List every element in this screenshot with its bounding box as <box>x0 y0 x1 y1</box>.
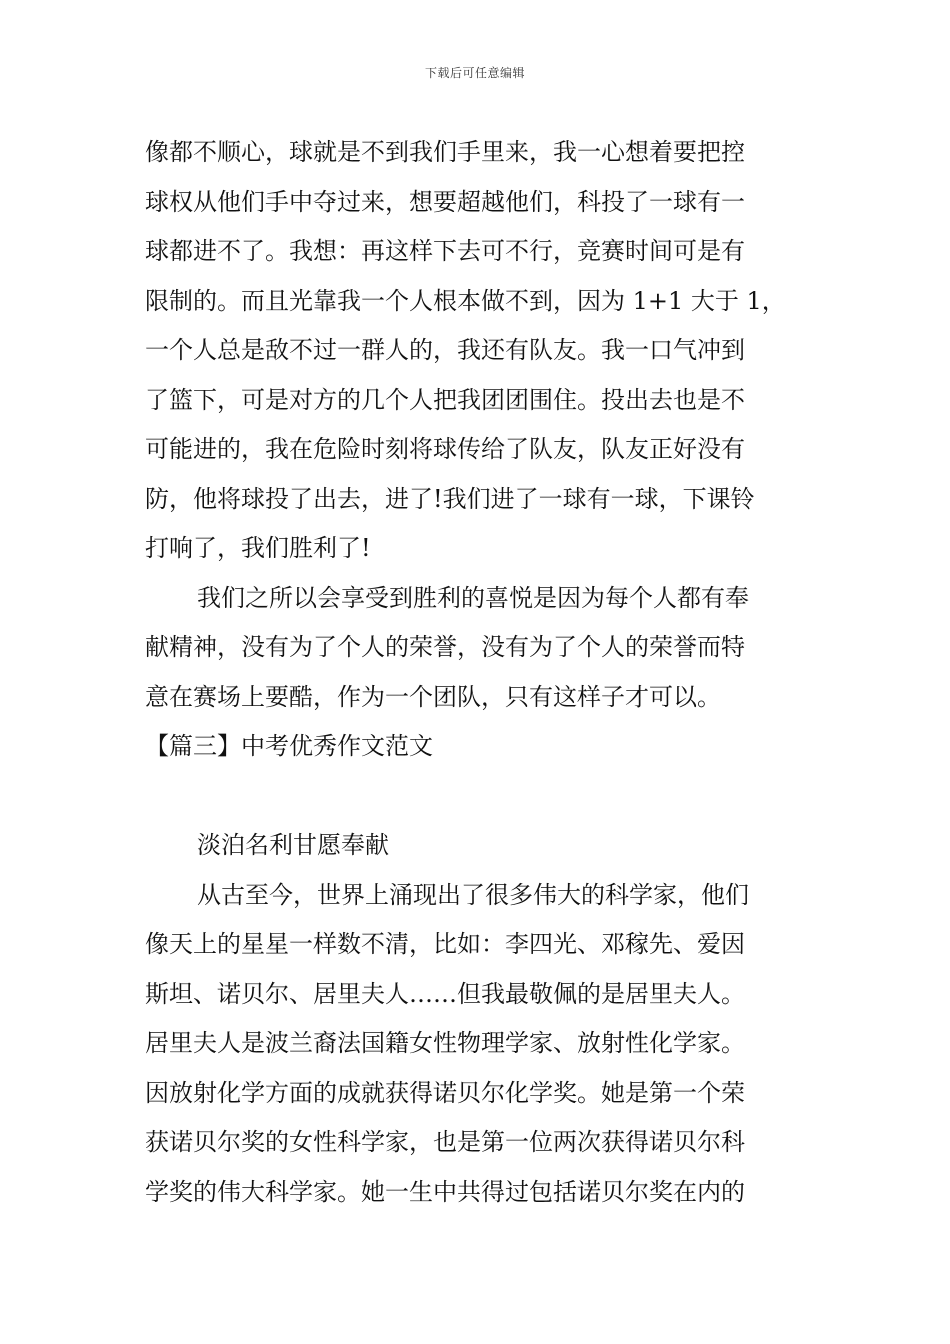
paragraph-basketball-story <box>145 128 807 574</box>
blank-line <box>145 772 807 822</box>
essay <box>145 821 807 1217</box>
text-line: 打响了，我们胜利了! <box>145 534 371 562</box>
text-line: 球都进不了。我想：再这样下去可不行，竞赛时间可是有 <box>145 237 745 265</box>
text-line: 防，他将球投了出去，进了!我们进了一球有一球，下课铃 <box>145 484 755 513</box>
text-line: 像天上的星星一样数不清，比如：李四光、邓稼先、爱因 <box>145 930 745 958</box>
text-line: 像都不顺心，球就是不到我们手里来，我一心想着要把控 <box>145 138 745 166</box>
text-line: 球权从他们手中夺过来，想要超越他们，科投了一球有一 <box>145 187 745 216</box>
essay-title: 淡泊名利甘愿奉献 <box>197 831 389 859</box>
text-line: 斯坦、诺贝尔、居里夫人……但我最敬佩的是居里夫人。 <box>145 979 745 1008</box>
page-header: 下载后可任意编辑 <box>424 66 525 80</box>
section-title: 【篇三】中考优秀作文范文 <box>145 732 433 760</box>
document-body <box>145 128 807 1217</box>
text-line: 一个人总是敌不过一群人的，我还有队友。我一口气冲到 <box>145 336 745 364</box>
text-line: 从古至今，世界上涌现出了很多伟大的科学家，他们 <box>197 880 749 909</box>
text-line: 我们之所以会享受到胜利的喜悦是因为每个人都有奉 <box>197 583 749 612</box>
text-line: 了篮下，可是对方的几个人把我团团围住。投出去也是不 <box>145 385 745 414</box>
paragraph-conclusion <box>145 574 807 723</box>
text-line: 意在赛场上要酷，作为一个团队，只有这样子才可以。 <box>145 682 721 711</box>
text-line: 获诺贝尔奖的女性科学家，也是第一位两次获得诺贝尔科 <box>145 1128 745 1156</box>
text-line: 献精神，没有为了个人的荣誉，没有为了个人的荣誉而特 <box>145 633 745 661</box>
text-line: 限制的。而且光靠我一个人根本做不到，因为 1+1 大于 1， <box>145 286 786 315</box>
text-line: 居里夫人是波兰裔法国籍女性物理学家、放射性化学家。 <box>145 1029 745 1057</box>
text-line: 学奖的伟大科学家。她一生中共得过包括诺贝尔奖在内的 <box>145 1177 745 1206</box>
text-line: 可能进的，我在危险时刻将球传给了队友，队友正好没有 <box>145 435 745 463</box>
text-line: 因放射化学方面的成就获得诺贝尔化学奖。她是第一个荣 <box>145 1078 745 1107</box>
